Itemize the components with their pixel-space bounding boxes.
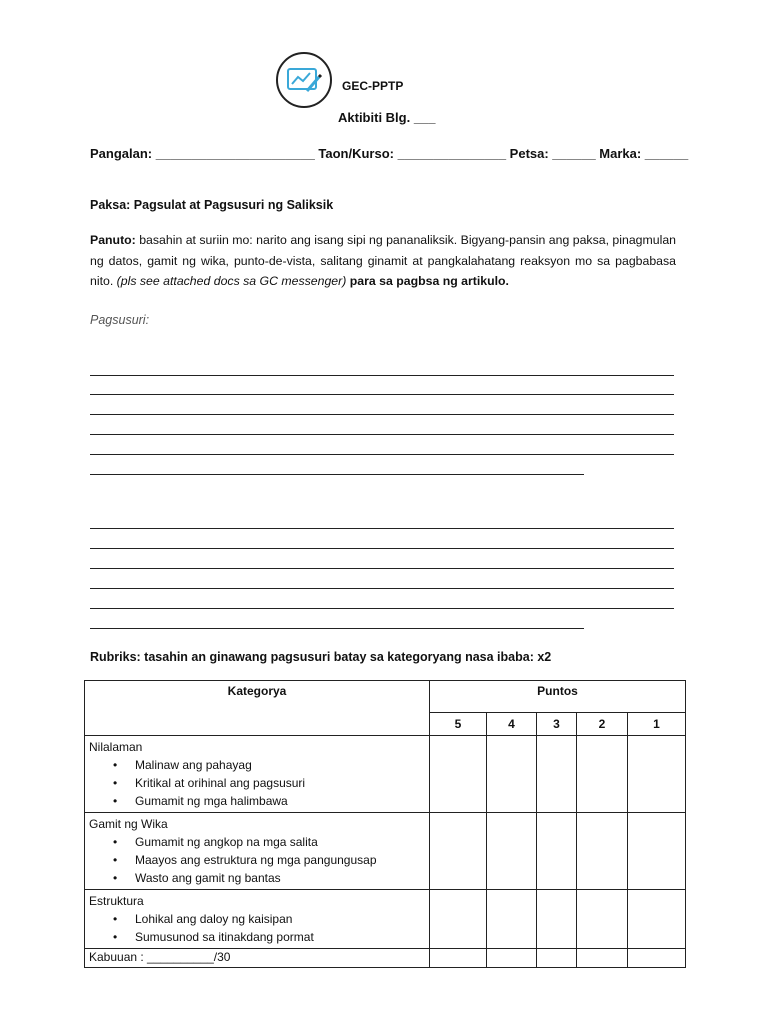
score-cell[interactable]: [628, 813, 686, 890]
score-cell[interactable]: [487, 890, 537, 949]
total-label: Kabuuan : __________/30: [85, 949, 430, 968]
score-cell[interactable]: [430, 949, 487, 968]
score-cell[interactable]: [537, 890, 577, 949]
score-cell[interactable]: [577, 736, 628, 813]
rubric-title: Rubriks: tasahin an ginawang pagsusuri batay sa kategoryang nasa ibaba: x2: [90, 650, 552, 664]
score-2: 2: [577, 713, 628, 736]
instructions-text: basahin at suriin mo: narito ang isang sipi ng pananaliksik. Bigyang-pansin ang paksa, pinagmulan ng datos, gamit ng wika, punto-de-vista, salitang ginamit at pangkalahatang reaksyon mo sa pagbabasa nito.: [90, 233, 676, 288]
score-cell[interactable]: [628, 890, 686, 949]
score-1: 1: [628, 713, 686, 736]
logo-text: GEC-PPTP: [342, 79, 404, 93]
category-name: Gamit ng Wika: [89, 817, 168, 831]
rubric-row-estruktura: [85, 890, 686, 949]
category-cell: [85, 890, 430, 949]
criterion: • Maayos ang estruktura ng mga pangungusap: [135, 851, 425, 869]
answer-line[interactable]: [90, 528, 674, 529]
category-cell: [85, 736, 430, 813]
score-cell[interactable]: [487, 813, 537, 890]
score-5: 5: [430, 713, 487, 736]
answer-line[interactable]: [90, 588, 674, 589]
score-cell[interactable]: [487, 736, 537, 813]
answer-line[interactable]: [90, 568, 674, 569]
score-cell[interactable]: [577, 949, 628, 968]
rubric-total-row: [85, 949, 686, 968]
answer-line[interactable]: [90, 628, 584, 629]
answer-line[interactable]: [90, 394, 674, 395]
rubric-table: [84, 680, 686, 968]
score-cell[interactable]: [430, 890, 487, 949]
criterion: • Malinaw ang pahayag: [135, 756, 425, 774]
chart-pencil-icon: [285, 65, 323, 95]
activity-number: Aktibiti Blg. ___: [338, 110, 436, 125]
rubric-row-nilalaman: [85, 736, 686, 813]
criterion: • Sumusunod sa itinakdang pormat: [135, 928, 425, 946]
score-cell[interactable]: [430, 736, 487, 813]
answer-line[interactable]: [90, 454, 674, 455]
score-cell[interactable]: [577, 890, 628, 949]
criterion: • Lohikal ang daloy ng kaisipan: [135, 910, 425, 928]
instructions: [90, 230, 676, 292]
category-name: Nilalaman: [89, 740, 143, 754]
score-3: 3: [537, 713, 577, 736]
criterion: • Gumamit ng mga halimbawa: [135, 792, 425, 810]
analysis-label: Pagsusuri:: [90, 313, 150, 327]
category-cell: [85, 813, 430, 890]
answer-line[interactable]: [90, 414, 674, 415]
score-cell[interactable]: [537, 813, 577, 890]
answer-line[interactable]: [90, 434, 674, 435]
answer-line[interactable]: [90, 608, 674, 609]
score-cell[interactable]: [537, 736, 577, 813]
score-cell[interactable]: [577, 813, 628, 890]
score-cell[interactable]: [487, 949, 537, 968]
score-cell[interactable]: [628, 949, 686, 968]
logo: [276, 52, 332, 108]
instructions-note: (pls see attached docs sa GC messenger): [116, 274, 347, 288]
criterion: • Wasto ang gamit ng bantas: [135, 869, 425, 887]
answer-line[interactable]: [90, 375, 674, 376]
student-info-row: Pangalan: ______________________ Taon/Kurso: _______________ Petsa: ______ Marka: ______: [90, 146, 689, 161]
score-cell[interactable]: [430, 813, 487, 890]
criterion: • Kritikal at orihinal ang pagsusuri: [135, 774, 425, 792]
instructions-label: Panuto:: [90, 233, 136, 247]
criterion: • Gumamit ng angkop na mga salita: [135, 833, 425, 851]
answer-line[interactable]: [90, 474, 584, 475]
score-cell[interactable]: [628, 736, 686, 813]
rubric-row-gamit-ng-wika: [85, 813, 686, 890]
instructions-tail: para sa pagbsa ng artikulo.: [349, 274, 509, 288]
topic: Paksa: Pagsulat at Pagsusuri ng Saliksik: [90, 198, 334, 212]
answer-line[interactable]: [90, 548, 674, 549]
header-category: Kategorya: [85, 681, 430, 736]
score-cell[interactable]: [537, 949, 577, 968]
category-name: Estruktura: [89, 894, 144, 908]
header-points: Puntos: [430, 681, 686, 713]
score-4: 4: [487, 713, 537, 736]
